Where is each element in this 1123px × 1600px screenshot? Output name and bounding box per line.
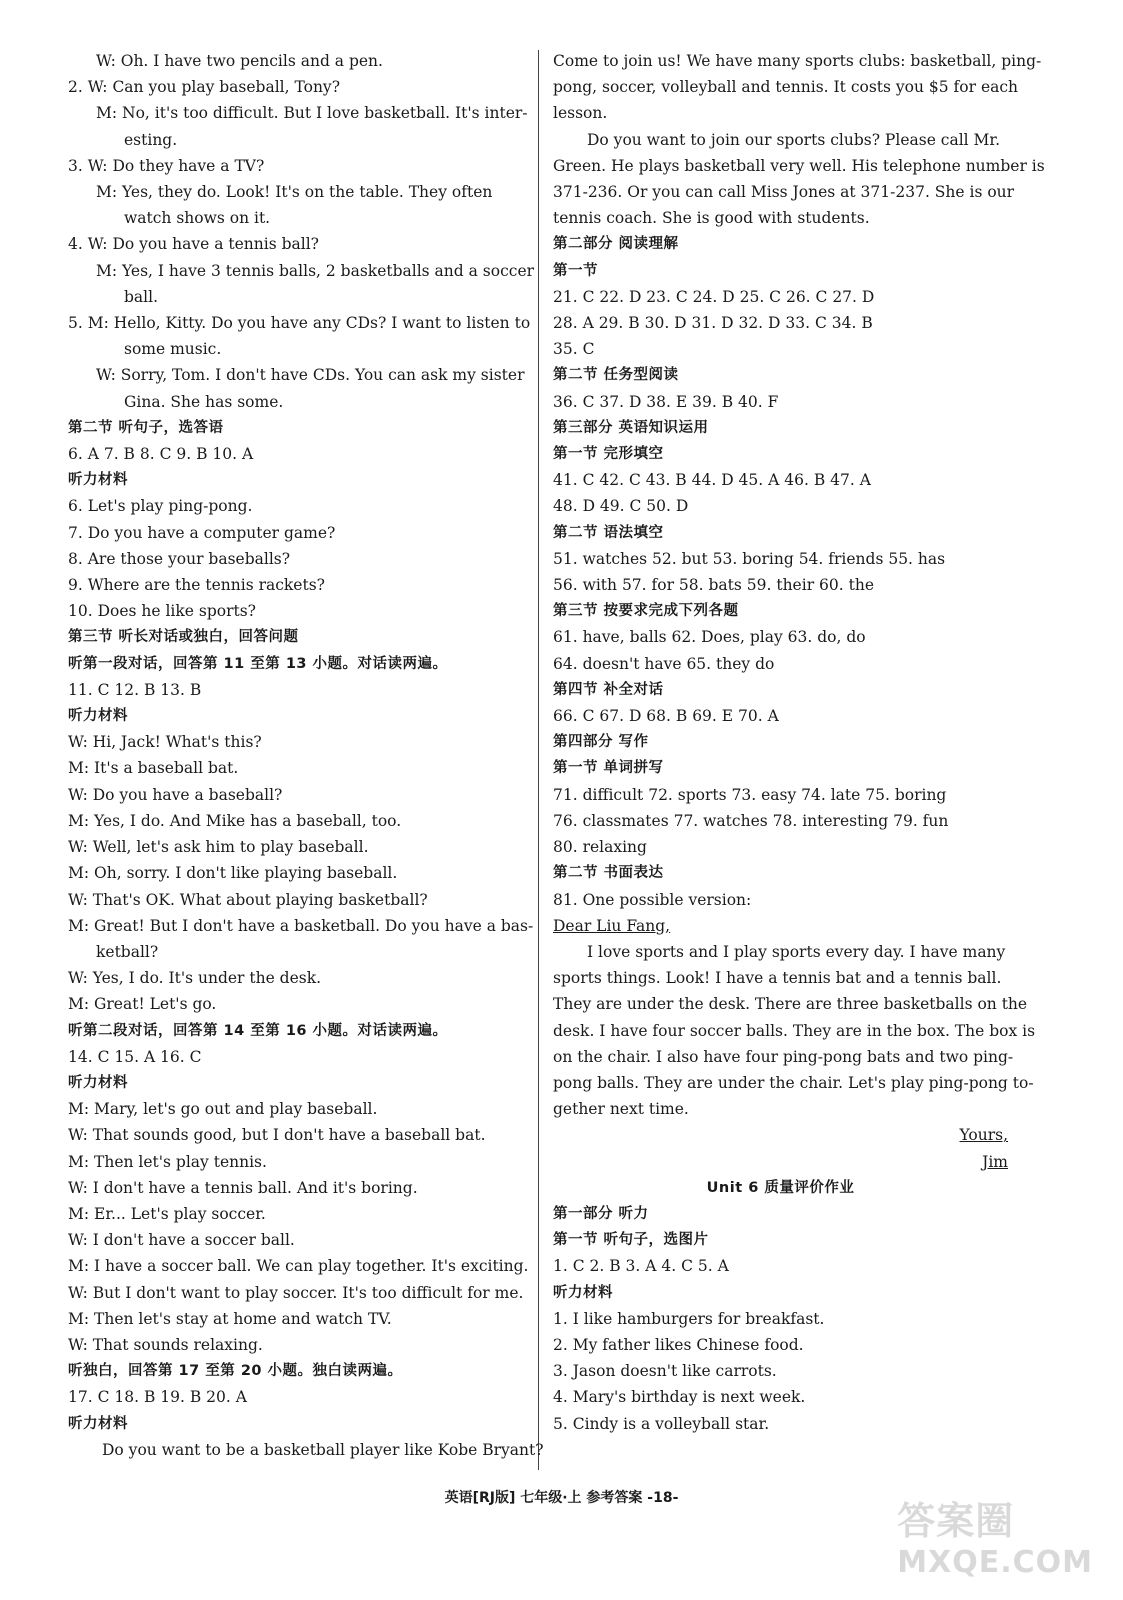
text-line: 35. C: [553, 340, 595, 359]
text-line: 8. Are those your baseballs?: [68, 549, 291, 568]
text-line: 21. C 22. D 23. C 24. D 25. C 26. C 27. D: [553, 287, 875, 306]
text-line: W: Sorry, Tom. I don't have CDs. You can ask my sister: [96, 366, 525, 385]
text-line: 1. I like hamburgers for breakfast.: [553, 1309, 825, 1328]
section-heading: 第一节: [553, 262, 598, 279]
text-line: 2. W: Can you play baseball, Tony?: [68, 78, 340, 97]
right-column: [553, 48, 1045, 1437]
text-line: W: Oh. I have two pencils and a pen.: [96, 52, 383, 70]
section-heading: 听力材料: [68, 472, 128, 489]
section-heading: 听力材料: [68, 1074, 128, 1091]
text-line: 9. Where are the tennis rackets?: [68, 576, 325, 595]
text-line: 61. have, balls 62. Does, play 63. do, do: [553, 628, 866, 647]
text-line: 48. D 49. C 50. D: [553, 497, 689, 516]
text-line: M: Oh, sorry. I don't like playing baseball.: [68, 864, 398, 883]
text-line: 2. My father likes Chinese food.: [553, 1335, 804, 1354]
section-heading: 第三部分 英语知识运用: [553, 419, 709, 436]
text-line: 4. Mary's birthday is next week.: [553, 1388, 806, 1407]
section-heading: 第二节 任务型阅读: [553, 367, 679, 384]
section-heading: 听力材料: [68, 1415, 128, 1432]
text-line: 80. relaxing: [553, 838, 647, 857]
section-heading: 第一节 完形填空: [553, 446, 664, 463]
section-heading: 第三节 按要求完成下列各题: [553, 603, 739, 620]
section-heading: 第一节 听句子，选图片: [553, 1232, 709, 1249]
section-heading: 听力材料: [553, 1284, 613, 1301]
text-line: ketball?: [96, 942, 159, 961]
text-line: pong balls. They are under the chair. Let's play ping-pong to-: [553, 1073, 1034, 1092]
text-line: esting.: [124, 130, 178, 149]
text-line: W: That sounds good, but I don't have a baseball bat.: [68, 1126, 486, 1145]
text-line: W: I don't have a tennis ball. And it's boring.: [68, 1178, 418, 1197]
section-heading: 第二节 语法填空: [553, 524, 664, 541]
text-line: Gina. She has some.: [124, 392, 284, 411]
text-line: W: Do you have a baseball?: [68, 785, 283, 804]
text-line: lesson.: [553, 104, 608, 123]
section-heading: 第四节 补全对话: [553, 681, 664, 698]
text-line: 7. Do you have a computer game?: [68, 523, 336, 542]
text-line: W: That's OK. What about playing basketball?: [68, 890, 428, 909]
text-line: 5. M: Hello, Kitty. Do you have any CDs? I want to listen to: [68, 314, 531, 333]
text-line: Green. He plays basketball very well. His telephone number is: [553, 156, 1045, 175]
section-heading: 听第一段对话，回答第 11 至第 13 小题。对话读两遍。: [68, 655, 448, 672]
text-line: Jim: [982, 1152, 1008, 1171]
text-line: W: I don't have a soccer ball.: [68, 1231, 295, 1250]
text-line: Dear Liu Fang,: [553, 916, 671, 935]
text-line: 14. C 15. A 16. C: [68, 1047, 202, 1066]
text-line: 56. with 57. for 58. bats 59. their 60. the: [553, 576, 874, 595]
text-line: tennis coach. She is good with students.: [553, 209, 870, 228]
text-line: M: Then let's stay at home and watch TV.: [68, 1309, 392, 1328]
text-line: 6. Let's play ping-pong.: [68, 497, 253, 516]
page-footer: 英语[RJ版] 七年级·上 参考答案 -18-: [444, 1490, 679, 1506]
text-line: M: Then let's play tennis.: [68, 1152, 267, 1171]
section-heading: 第二节 书面表达: [553, 865, 664, 882]
text-line: 76. classmates 77. watches 78. interesting 79. fun: [553, 811, 949, 830]
text-line: ball.: [124, 287, 159, 306]
section-heading: 听独白，回答第 17 至第 20 小题。独白读两遍。: [68, 1363, 403, 1380]
text-line: They are under the desk. There are three basketballs on the: [553, 995, 1028, 1014]
text-line: pong, soccer, volleyball and tennis. It costs you $5 for each: [553, 78, 1019, 97]
text-line: gether next time.: [553, 1100, 689, 1119]
section-heading: 听力材料: [68, 708, 128, 725]
section-heading: Unit 6 质量评价作业: [706, 1179, 855, 1196]
text-line: M: I have a soccer ball. We can play together. It's exciting.: [68, 1257, 529, 1276]
text-line: W: That sounds relaxing.: [68, 1335, 263, 1354]
text-line: M: Er... Let's play soccer.: [68, 1204, 266, 1223]
text-line: 4. W: Do you have a tennis ball?: [68, 235, 319, 254]
text-line: 11. C 12. B 13. B: [68, 680, 202, 699]
section-heading: 听第二段对话，回答第 14 至第 16 小题。对话读两遍。: [68, 1022, 448, 1039]
text-line: 36. C 37. D 38. E 39. B 40. F: [553, 392, 779, 411]
text-line: Do you want to be a basketball player like Kobe Bryant?: [102, 1440, 544, 1459]
text-line: 6. A 7. B 8. C 9. B 10. A: [68, 445, 254, 464]
text-line: 66. C 67. D 68. B 69. E 70. A: [553, 707, 779, 726]
text-line: 17. C 18. B 19. B 20. A: [68, 1388, 247, 1407]
text-line: 41. C 42. C 43. B 44. D 45. A 46. B 47. A: [553, 471, 871, 490]
text-line: M: It's a baseball bat.: [68, 759, 239, 778]
text-line: sports things. Look! I have a tennis bat and a tennis ball.: [553, 969, 1002, 988]
text-line: W: Hi, Jack! What's this?: [68, 733, 262, 752]
text-line: watch shows on it.: [124, 209, 271, 228]
text-line: 10. Does he like sports?: [68, 602, 256, 621]
text-line: W: Yes, I do. It's under the desk.: [68, 969, 322, 988]
section-heading: 第一部分 听力: [553, 1205, 649, 1222]
text-line: M: Yes, I have 3 tennis balls, 2 basketballs and a soccer: [96, 261, 535, 280]
text-line: 64. doesn't have 65. they do: [553, 654, 775, 673]
text-line: I love sports and I play sports every day. I have many: [587, 942, 1006, 961]
text-line: 51. watches 52. but 53. boring 54. friends 55. has: [553, 549, 946, 568]
text-line: M: Mary, let's go out and play baseball.: [68, 1100, 378, 1119]
text-line: 5. Cindy is a volleyball star.: [553, 1414, 770, 1433]
text-line: M: Great! But I don't have a basketball. Do you have a bas-: [68, 916, 534, 935]
text-line: 81. One possible version:: [553, 890, 752, 909]
text-line: M: No, it's too difficult. But I love basketball. It's inter-: [96, 104, 528, 123]
section-heading: 第二部分 阅读理解: [553, 236, 679, 253]
section-heading: 第二节 听句子，选答语: [68, 419, 224, 436]
section-heading: 第三节 听长对话或独白，回答问题: [68, 629, 299, 646]
text-line: 71. difficult 72. sports 73. easy 74. late 75. boring: [553, 785, 947, 804]
text-line: 371-236. Or you can call Miss Jones at 371-237. She is our: [553, 183, 1015, 202]
watermark-logo: 答案圈 MXQE.COM: [897, 1499, 1093, 1580]
text-line: M: Yes, they do. Look! It's on the table. They often: [96, 183, 493, 202]
text-line: Yours,: [959, 1126, 1008, 1145]
text-line: W: But I don't want to play soccer. It's too difficult for me.: [68, 1283, 524, 1302]
text-line: 28. A 29. B 30. D 31. D 32. D 33. C 34. B: [553, 314, 873, 333]
text-line: on the chair. I also have four ping-pong bats and two ping-: [553, 1047, 1014, 1066]
text-line: Come to join us! We have many sports clubs: basketball, ping-: [553, 52, 1042, 70]
text-line: some music.: [124, 340, 222, 359]
text-line: 3. W: Do they have a TV?: [68, 156, 265, 175]
left-column: [68, 48, 544, 1463]
section-heading: 第一节 单词拼写: [553, 760, 664, 777]
text-line: 3. Jason doesn't like carrots.: [553, 1362, 777, 1381]
text-line: Do you want to join our sports clubs? Please call Mr.: [587, 130, 1001, 149]
text-line: W: Well, let's ask him to play baseball.: [68, 838, 369, 857]
text-line: M: Great! Let's go.: [68, 995, 217, 1014]
text-line: desk. I have four soccer balls. They are in the box. The box is: [553, 1021, 1036, 1040]
column-divider: [538, 50, 539, 1470]
text-line: 1. C 2. B 3. A 4. C 5. A: [553, 1257, 729, 1276]
text-line: M: Yes, I do. And Mike has a baseball, too.: [68, 811, 402, 830]
section-heading: 第四部分 写作: [553, 734, 649, 751]
